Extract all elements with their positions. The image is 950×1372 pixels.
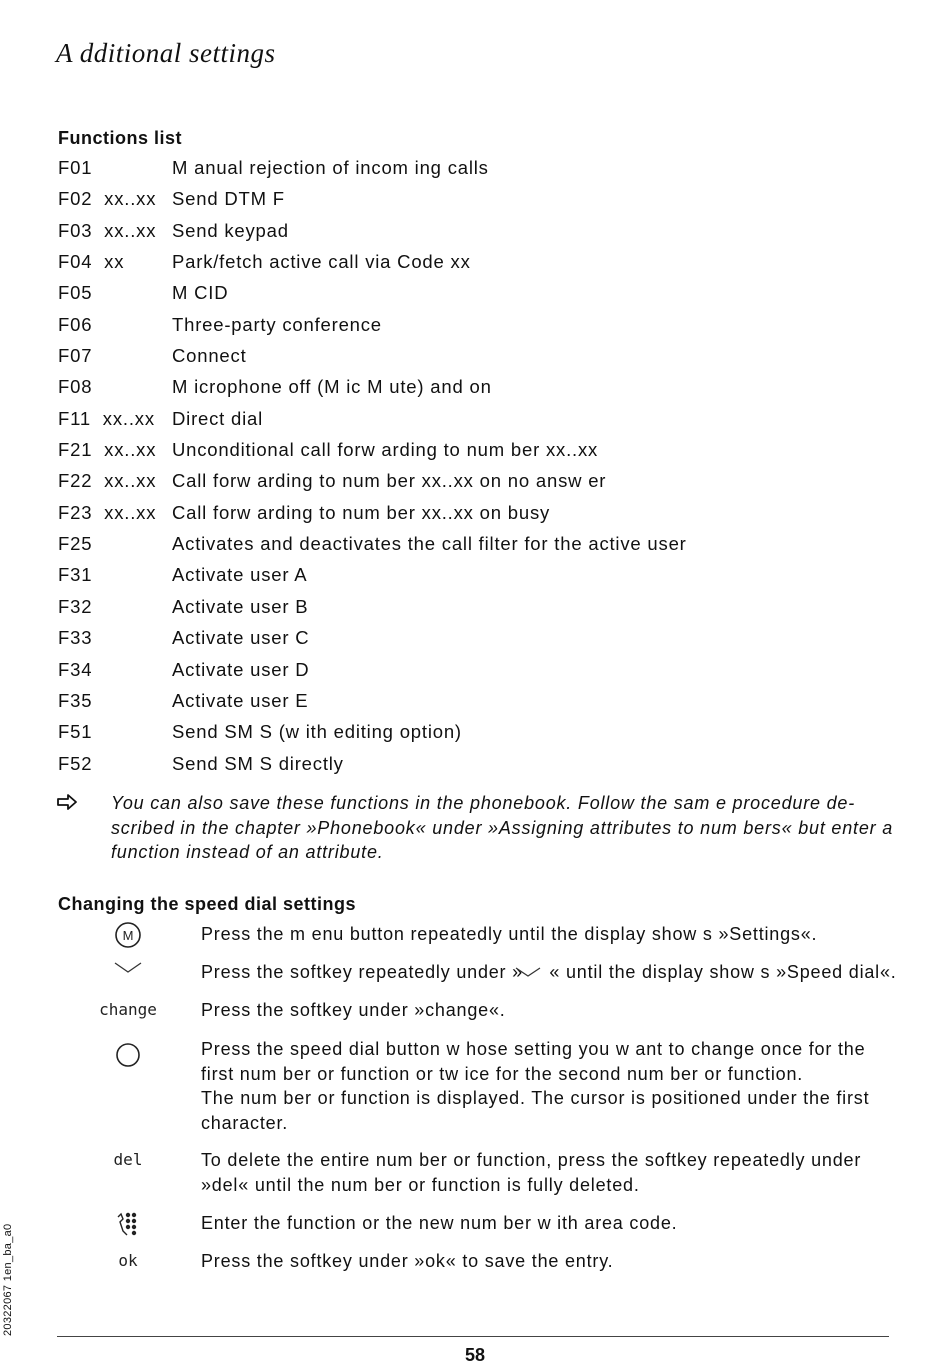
function-row <box>58 749 918 780</box>
softkey-del-label: del <box>113 1150 143 1169</box>
speed-dial-heading: Changing the speed dial settings <box>58 894 357 914</box>
note-text: You can also save these functions in the phonebook. Follow the sam e procedure de-scribed in the chapter »Phonebook« under »Assigning attributes to num bers« but enter a function instead of an attribute. <box>111 793 894 862</box>
function-row <box>58 686 918 717</box>
function-description: Send SM S directly <box>172 752 344 774</box>
functions-list <box>58 153 918 780</box>
function-row <box>58 372 918 403</box>
step-line: Press the m enu button repeatedly until the display show s »Settings«. <box>201 924 818 944</box>
function-description: Direct dial <box>172 407 264 429</box>
step-line: To delete the entire num ber or function, press the softkey repeatedly under »del« until the num ber or function is fully deleted. <box>201 1150 862 1195</box>
page-number: 58 <box>464 1345 486 1365</box>
softkey-change-label: change <box>99 1000 157 1019</box>
function-code: F04 xx <box>58 251 125 273</box>
function-description: Activate user A <box>172 564 308 586</box>
step-text <box>201 960 901 985</box>
function-code: F25 <box>58 533 93 555</box>
function-description: Send DTM F <box>172 188 285 210</box>
function-description: Three-party conference <box>172 313 382 335</box>
step-text <box>201 1148 901 1197</box>
step-text <box>201 998 901 1023</box>
function-code: F35 <box>58 689 93 711</box>
function-row <box>58 623 918 654</box>
function-row <box>58 529 918 560</box>
function-description: Activate user C <box>172 627 310 649</box>
function-row <box>58 498 918 529</box>
function-row <box>58 435 918 466</box>
function-code: F07 <box>58 345 93 367</box>
function-row <box>58 717 918 748</box>
function-row <box>58 278 918 309</box>
function-code: F11 xx..xx <box>58 407 155 429</box>
function-description: Activate user E <box>172 689 309 711</box>
page-title: A dditional settings <box>56 38 276 68</box>
function-description: Park/fetch active call via Code xx <box>172 251 471 273</box>
arrow-right-icon <box>56 794 78 810</box>
step-text <box>201 1211 901 1236</box>
function-code: F06 <box>58 313 93 335</box>
step-line: Press the softkey under »ok« to save the entry. <box>201 1251 614 1271</box>
softkey-ok-label: ok <box>118 1251 138 1270</box>
function-description: Connect <box>172 345 247 367</box>
function-row <box>58 153 918 184</box>
function-code: F02 xx..xx <box>58 188 157 210</box>
function-code: F52 <box>58 752 93 774</box>
function-code: F05 <box>58 282 93 304</box>
function-description: Activate user D <box>172 658 310 680</box>
step-text <box>201 1037 901 1135</box>
step-line: Press the softkey under »change«. <box>201 1000 506 1020</box>
function-description: M icrophone off (M ic M ute) and on <box>172 376 492 398</box>
function-row <box>58 184 918 215</box>
function-code: F03 xx..xx <box>58 219 157 241</box>
function-row <box>58 310 918 341</box>
step-line: Enter the function or the new num ber w ith area code. <box>201 1213 678 1233</box>
function-row <box>58 560 918 591</box>
function-description: Call forw arding to num ber xx..xx on busy <box>172 501 551 523</box>
keypad-icon <box>73 1211 183 1241</box>
function-row <box>58 466 918 497</box>
function-row <box>58 592 918 623</box>
functions-list-heading: Functions list <box>58 128 182 148</box>
function-row <box>58 655 918 686</box>
function-description: Send SM S (w ith editing option) <box>172 721 462 743</box>
step-line: Press the softkey repeatedly under » « until the display show s »Speed dial«. <box>201 962 897 982</box>
function-code: F08 <box>58 376 93 398</box>
step-text <box>201 1249 901 1274</box>
function-code: F22 xx..xx <box>58 470 157 492</box>
chevron-down-icon <box>73 960 183 980</box>
function-code: F34 <box>58 658 93 680</box>
function-code: F21 xx..xx <box>58 439 157 461</box>
function-description: Activates and deactivates the call filter for the active user <box>172 533 687 555</box>
function-code: F23 xx..xx <box>58 501 157 523</box>
function-description: M anual rejection of incom ing calls <box>172 157 489 178</box>
function-description: Call forw arding to num ber xx..xx on no answ er <box>172 470 607 492</box>
step-text <box>201 922 901 947</box>
function-description: Unconditional call forw arding to num ber xx..xx <box>172 439 599 461</box>
function-code: F31 <box>58 564 93 586</box>
function-row <box>58 216 918 247</box>
step-line: The num ber or function is displayed. The cursor is positioned under the first character. <box>201 1088 870 1133</box>
function-row <box>58 247 918 278</box>
function-code: F51 <box>58 721 93 743</box>
document-code: 20322067 1en_ba_a0 <box>2 1223 14 1336</box>
svg-text:M: M <box>122 928 134 943</box>
menu-button-icon <box>73 921 183 953</box>
function-code: F01 <box>58 157 93 178</box>
footer-divider <box>57 1336 889 1337</box>
function-description: Send keypad <box>172 219 289 241</box>
function-code: F32 <box>58 595 93 617</box>
function-code: F33 <box>58 627 93 649</box>
function-row <box>58 341 918 372</box>
function-description: M CID <box>172 282 229 304</box>
speed-dial-button-icon <box>73 1041 183 1073</box>
chevron-down-icon <box>515 965 541 979</box>
step-line: Press the speed dial button w hose setting you w ant to change once for the first num ber or function or tw ice for the second num ber or function. <box>201 1039 866 1084</box>
function-row <box>58 404 918 435</box>
function-description: Activate user B <box>172 595 309 617</box>
